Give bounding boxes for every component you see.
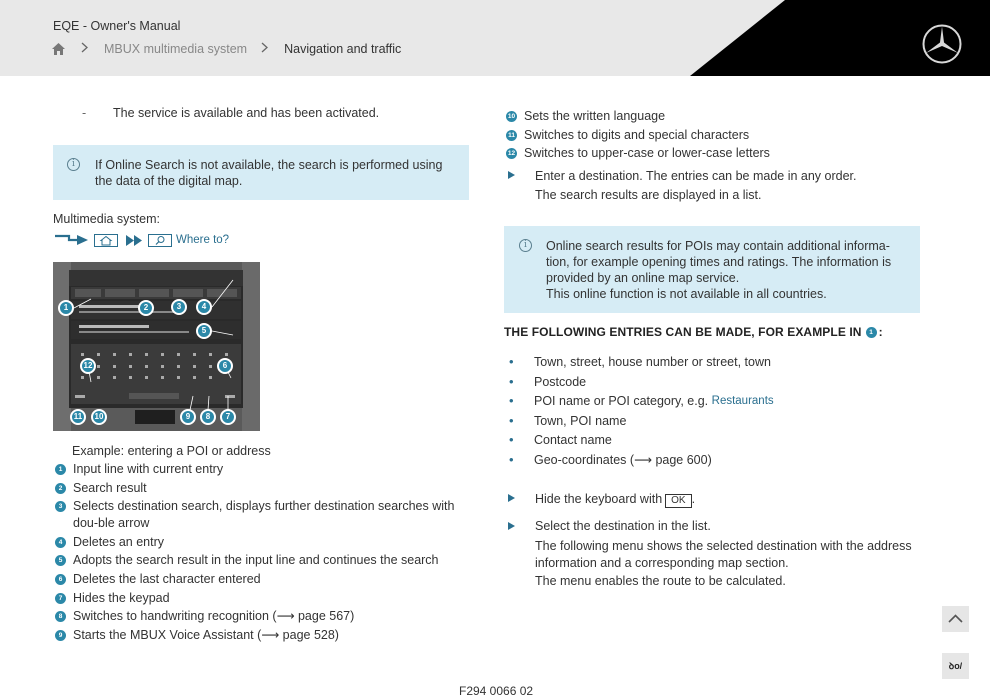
chevron-right-icon xyxy=(261,42,268,56)
callout-9: 9 xyxy=(180,409,196,425)
callout-6: 6 xyxy=(217,358,233,374)
callout-8: 8 xyxy=(200,409,216,425)
legend-item xyxy=(55,590,469,607)
callout-7: 7 xyxy=(220,409,236,425)
list-item-text: Contact name xyxy=(534,433,612,447)
instruction-step: Hide the keyboard with OK . xyxy=(508,490,920,509)
home-button-icon xyxy=(94,234,118,247)
legend-item xyxy=(506,127,920,144)
bullet-icon: • xyxy=(509,354,514,369)
legend-item xyxy=(55,571,469,588)
step-text: Select the destination in the list. xyxy=(535,519,711,533)
bullet-icon: • xyxy=(509,393,514,408)
callout-1: 1 xyxy=(58,300,74,316)
doc-title: EQE - Owner's Manual xyxy=(53,19,181,33)
legend-text: Starts the MBUX Voice Assistant (⟶ page 528) xyxy=(73,627,339,642)
legend-item xyxy=(55,480,469,497)
legend-item xyxy=(55,461,469,478)
figure-caption: Example: entering a POI or address xyxy=(72,444,271,458)
requirement-item xyxy=(82,106,379,120)
where-to-label: Where to? xyxy=(176,234,230,246)
legend-number: 7 xyxy=(55,593,66,604)
legend-list-continued xyxy=(506,108,920,164)
bullet-icon: • xyxy=(509,432,514,447)
step-result-text: The menu enables the route to be calculated. xyxy=(535,573,786,588)
list-item-text: POI name or POI category, e.g. xyxy=(534,394,709,408)
step-text: Enter a destination. The entries can be made in any order. xyxy=(535,169,857,183)
section-heading-text: THE FOLLOWING ENTRIES CAN BE MADE, FOR EXAMPLE IN xyxy=(504,325,862,339)
breadcrumb-item-mbux[interactable]: MBUX multimedia system xyxy=(104,42,248,56)
legend-item xyxy=(55,627,469,644)
legend-text: Selects destination search, displays further destination searches with dou-ble arrow xyxy=(73,499,455,531)
list-item xyxy=(509,373,919,391)
legend-number: 9 xyxy=(55,630,66,641)
info-text-line: If Online Search is not available, the search is performed using xyxy=(95,158,443,172)
breadcrumb-item-navigation[interactable]: Navigation and traffic xyxy=(284,42,402,56)
breadcrumb xyxy=(52,42,401,56)
list-item xyxy=(509,353,919,371)
list-item xyxy=(509,451,919,469)
legend-text: Search result xyxy=(73,480,147,495)
legend-text: Switches to upper-case or lower-case letters xyxy=(524,146,770,161)
list-item xyxy=(509,392,919,410)
info-icon: i xyxy=(519,239,532,252)
legend-list xyxy=(55,461,469,645)
info-note xyxy=(53,145,469,200)
restaurants-link[interactable]: Restaurants xyxy=(711,395,774,407)
figure-code: F294 0066 02 xyxy=(459,684,534,698)
info-text-line: the data of the digital map. xyxy=(95,174,243,188)
chevron-right-icon xyxy=(81,42,88,56)
info-note xyxy=(504,226,920,313)
legend-item xyxy=(506,145,920,162)
legend-text: Switches to handwriting recognition (⟶ page 567) xyxy=(73,609,355,624)
mercedes-star-logo xyxy=(921,23,963,65)
instruction-step xyxy=(508,167,920,205)
list-item-text: Town, street, house number or street, town xyxy=(534,355,771,369)
multimedia-label: Multimedia system: xyxy=(53,212,160,226)
callout-3: 3 xyxy=(171,299,187,315)
legend-item xyxy=(55,498,469,532)
info-text-line: provided by an online map service. xyxy=(546,271,740,285)
info-text-line: This online function is not available in all countries. xyxy=(546,287,827,301)
section-heading xyxy=(504,325,883,339)
dash-marker: - xyxy=(82,106,87,120)
chevron-up-icon xyxy=(942,606,969,632)
legend-number: 1 xyxy=(55,464,66,475)
info-text-line: Online search results for POIs may contain additional informa- xyxy=(546,239,890,253)
list-item-text: Town, POI name xyxy=(534,413,627,428)
legend-text: Adopts the search result in the input line and continues the search xyxy=(73,553,439,568)
navigate-arrow-icon xyxy=(55,233,89,247)
legend-text: Deletes an entry xyxy=(73,534,165,549)
legend-number: 2 xyxy=(55,483,66,494)
step-result-text: information and a corresponding map section. xyxy=(535,556,789,570)
callout-10: 10 xyxy=(91,409,107,425)
step-arrow-icon xyxy=(508,171,515,179)
bullet-icon: • xyxy=(509,451,514,467)
legend-number: 12 xyxy=(507,150,516,158)
menu-path xyxy=(55,232,229,248)
callout-11: 11 xyxy=(70,409,86,425)
legend-number: 1 xyxy=(866,327,877,338)
legend-number: 11 xyxy=(506,130,517,141)
page-badge[interactable]: ꝺo/ xyxy=(942,653,969,679)
scroll-to-top-button[interactable] xyxy=(942,606,969,632)
legend-number: 10 xyxy=(507,113,516,120)
head-unit-screenshot xyxy=(53,262,260,431)
bullet-icon: • xyxy=(509,412,514,428)
legend-item xyxy=(55,534,469,551)
legend-number: 3 xyxy=(55,501,66,512)
bullet-icon: • xyxy=(509,373,514,389)
legend-text: Sets the written language xyxy=(524,109,666,123)
callout-4: 4 xyxy=(196,299,212,315)
instruction-step xyxy=(508,518,920,590)
ok-key: OK xyxy=(665,494,691,508)
callout-2: 2 xyxy=(138,300,154,316)
step-result-text: The search results are displayed in a list. xyxy=(535,188,762,202)
callout-12: 12 xyxy=(80,358,96,374)
step-arrow-icon xyxy=(508,494,515,502)
info-icon: i xyxy=(67,158,80,171)
legend-item xyxy=(506,108,920,125)
requirement-text: The service is available and has been activated. xyxy=(113,106,380,120)
step-arrow-icon xyxy=(508,522,515,530)
list-item xyxy=(509,431,919,449)
home-icon[interactable] xyxy=(52,43,65,55)
fast-forward-icon xyxy=(126,234,144,247)
legend-text: Hides the keypad xyxy=(73,590,170,605)
list-item-text: Geo-coordinates (⟶ page 600) xyxy=(534,452,712,467)
legend-item xyxy=(55,552,469,569)
heading-colon: : xyxy=(878,325,883,339)
legend-number: 4 xyxy=(55,537,66,548)
legend-text: Switches to digits and special characters xyxy=(524,127,750,142)
list-item xyxy=(509,412,919,430)
legend-number: 6 xyxy=(55,574,66,585)
step-text: Hide the keyboard with xyxy=(535,492,663,506)
legend-number: 8 xyxy=(55,611,66,622)
info-text-line: tion, for example opening times and ratings. The information is xyxy=(546,255,892,269)
legend-item xyxy=(55,608,469,625)
legend-text: Input line with current entry xyxy=(73,462,224,476)
entry-list xyxy=(509,353,919,470)
legend-number: 5 xyxy=(55,555,66,566)
search-button-icon xyxy=(148,234,172,247)
callout-5: 5 xyxy=(196,323,212,339)
legend-text: Deletes the last character entered xyxy=(73,571,261,586)
step-result-text: The following menu shows the selected destination with the address xyxy=(535,538,912,553)
list-item-text: Postcode xyxy=(534,374,587,389)
